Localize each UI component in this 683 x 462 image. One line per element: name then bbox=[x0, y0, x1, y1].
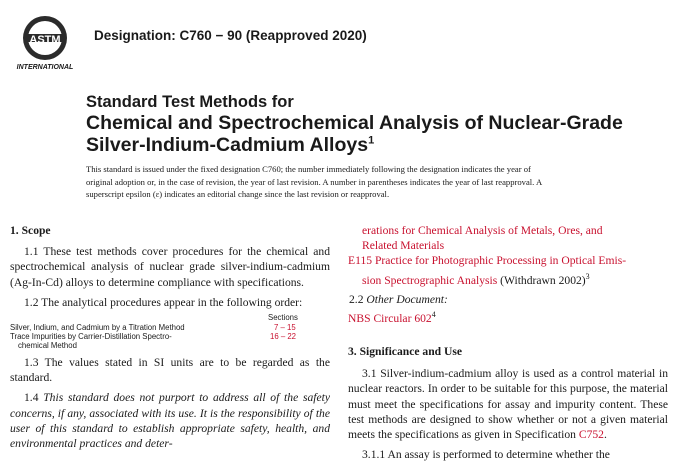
nbs-footnote: 4 bbox=[431, 309, 436, 319]
para-1-4-number: 1.4 bbox=[24, 391, 44, 405]
document-title bbox=[86, 92, 623, 156]
left-column bbox=[10, 223, 330, 451]
significance-heading: 3. Significance and Use bbox=[348, 344, 463, 358]
table-header-sections: Sections bbox=[268, 313, 298, 323]
title-line-3 bbox=[86, 134, 623, 156]
e115-link[interactable]: E115 bbox=[348, 254, 373, 268]
notice-line-2: original adoption or, in the case of revision, the year of last revision. A number in parentheses indicates the year of last reapproval. A bbox=[86, 176, 543, 187]
logo-text-top: ASTM bbox=[29, 34, 61, 46]
title-line-2: Chemical and Spectrochemical Analysis of Nuclear-Grade bbox=[86, 112, 623, 134]
title-footnote-mark: 1 bbox=[368, 134, 375, 147]
notice-line-1: This standard is issued under the fixed designation C760; the number immediately following the designation indicates the year of bbox=[86, 164, 531, 174]
astm-logo bbox=[12, 14, 78, 70]
reference-e115 bbox=[348, 253, 668, 268]
para-2-2-number: 2.2 bbox=[349, 292, 367, 306]
nbs-link[interactable]: NBS Circular 602 bbox=[348, 311, 432, 325]
nbs-reference bbox=[348, 307, 668, 326]
e115-title-1[interactable]: Practice for Photographic Processing in Optical Emis- bbox=[372, 254, 627, 268]
notice-line-3: superscript epsilon (ε) indicates an editorial change since the last revision or reapproval. bbox=[86, 189, 390, 200]
para-3-1 bbox=[348, 366, 668, 442]
reference-e115-cont bbox=[348, 269, 668, 288]
para-1-3: 1.3 The values stated in SI units are to be regarded as the standard. bbox=[10, 356, 330, 385]
e115-title-2[interactable]: sion Spectrographic Analysis bbox=[362, 273, 498, 287]
para-3-1-end: . bbox=[603, 427, 607, 441]
e115-footnote: 3 bbox=[585, 271, 590, 281]
para-3-1-text: 3.1 Silver-indium-cadmium alloy is used as a control material in nuclear reactors. In order to be suitable for this purpose, the material must meet the specifications for assay and impurity content. These test methods are designed to show whether or not a given material meets the specifications as given in Specification bbox=[348, 367, 668, 441]
right-column bbox=[348, 223, 668, 462]
issuance-notice bbox=[86, 163, 586, 201]
table-row-2-value[interactable]: 16 – 22 bbox=[270, 332, 297, 342]
para-2-2 bbox=[348, 292, 668, 307]
para-2-2-title: Other Document: bbox=[366, 292, 448, 306]
designation: Designation: C760 − 90 (Reapproved 2020) bbox=[94, 28, 367, 43]
reference-continuation-2[interactable]: Related Materials bbox=[362, 239, 445, 253]
para-1-2: 1.2 The analytical procedures appear in the following order: bbox=[24, 295, 303, 309]
table-row-1-label: Silver, Indium, and Cadmium by a Titration Method bbox=[10, 323, 185, 333]
c752-link[interactable]: C752 bbox=[578, 427, 604, 441]
para-1-4-text: This standard does not purport to address all of the safety concerns, if any, associated with its use. It is the responsibility of the user of this standard to establish appropriate safety, health, and environmental practices and deter- bbox=[10, 391, 330, 451]
table-row-2-label-2: chemical Method bbox=[18, 341, 77, 351]
para-1-4 bbox=[10, 390, 330, 451]
e115-withdrawn-note: (Withdrawn 2002) bbox=[497, 273, 586, 287]
sections-table bbox=[10, 313, 330, 361]
table-row-1-value[interactable]: 7 – 15 bbox=[274, 323, 296, 333]
title-line-1: Standard Test Methods for bbox=[86, 93, 294, 111]
para-1-1: 1.1 These test methods cover procedures for the chemical and spectrochemical analysis of nuclear grade silver-indium-cadmium (Ag-In-Cd) alloys to determine compliance with specifications. bbox=[10, 245, 330, 289]
table-row-2-label-1: Trace Impurities by Carrier-Distillation Spectro- bbox=[10, 332, 172, 342]
para-3-1-1: 3.1.1 An assay is performed to determine whether the bbox=[362, 448, 610, 462]
logo-text-bottom: INTERNATIONAL bbox=[16, 64, 74, 70]
scope-heading: 1. Scope bbox=[10, 224, 51, 237]
title-line-3-text: Silver-Indium-Cadmium Alloys bbox=[86, 134, 369, 156]
reference-continuation-1[interactable]: erations for Chemical Analysis of Metals, Ores, and bbox=[362, 224, 603, 237]
